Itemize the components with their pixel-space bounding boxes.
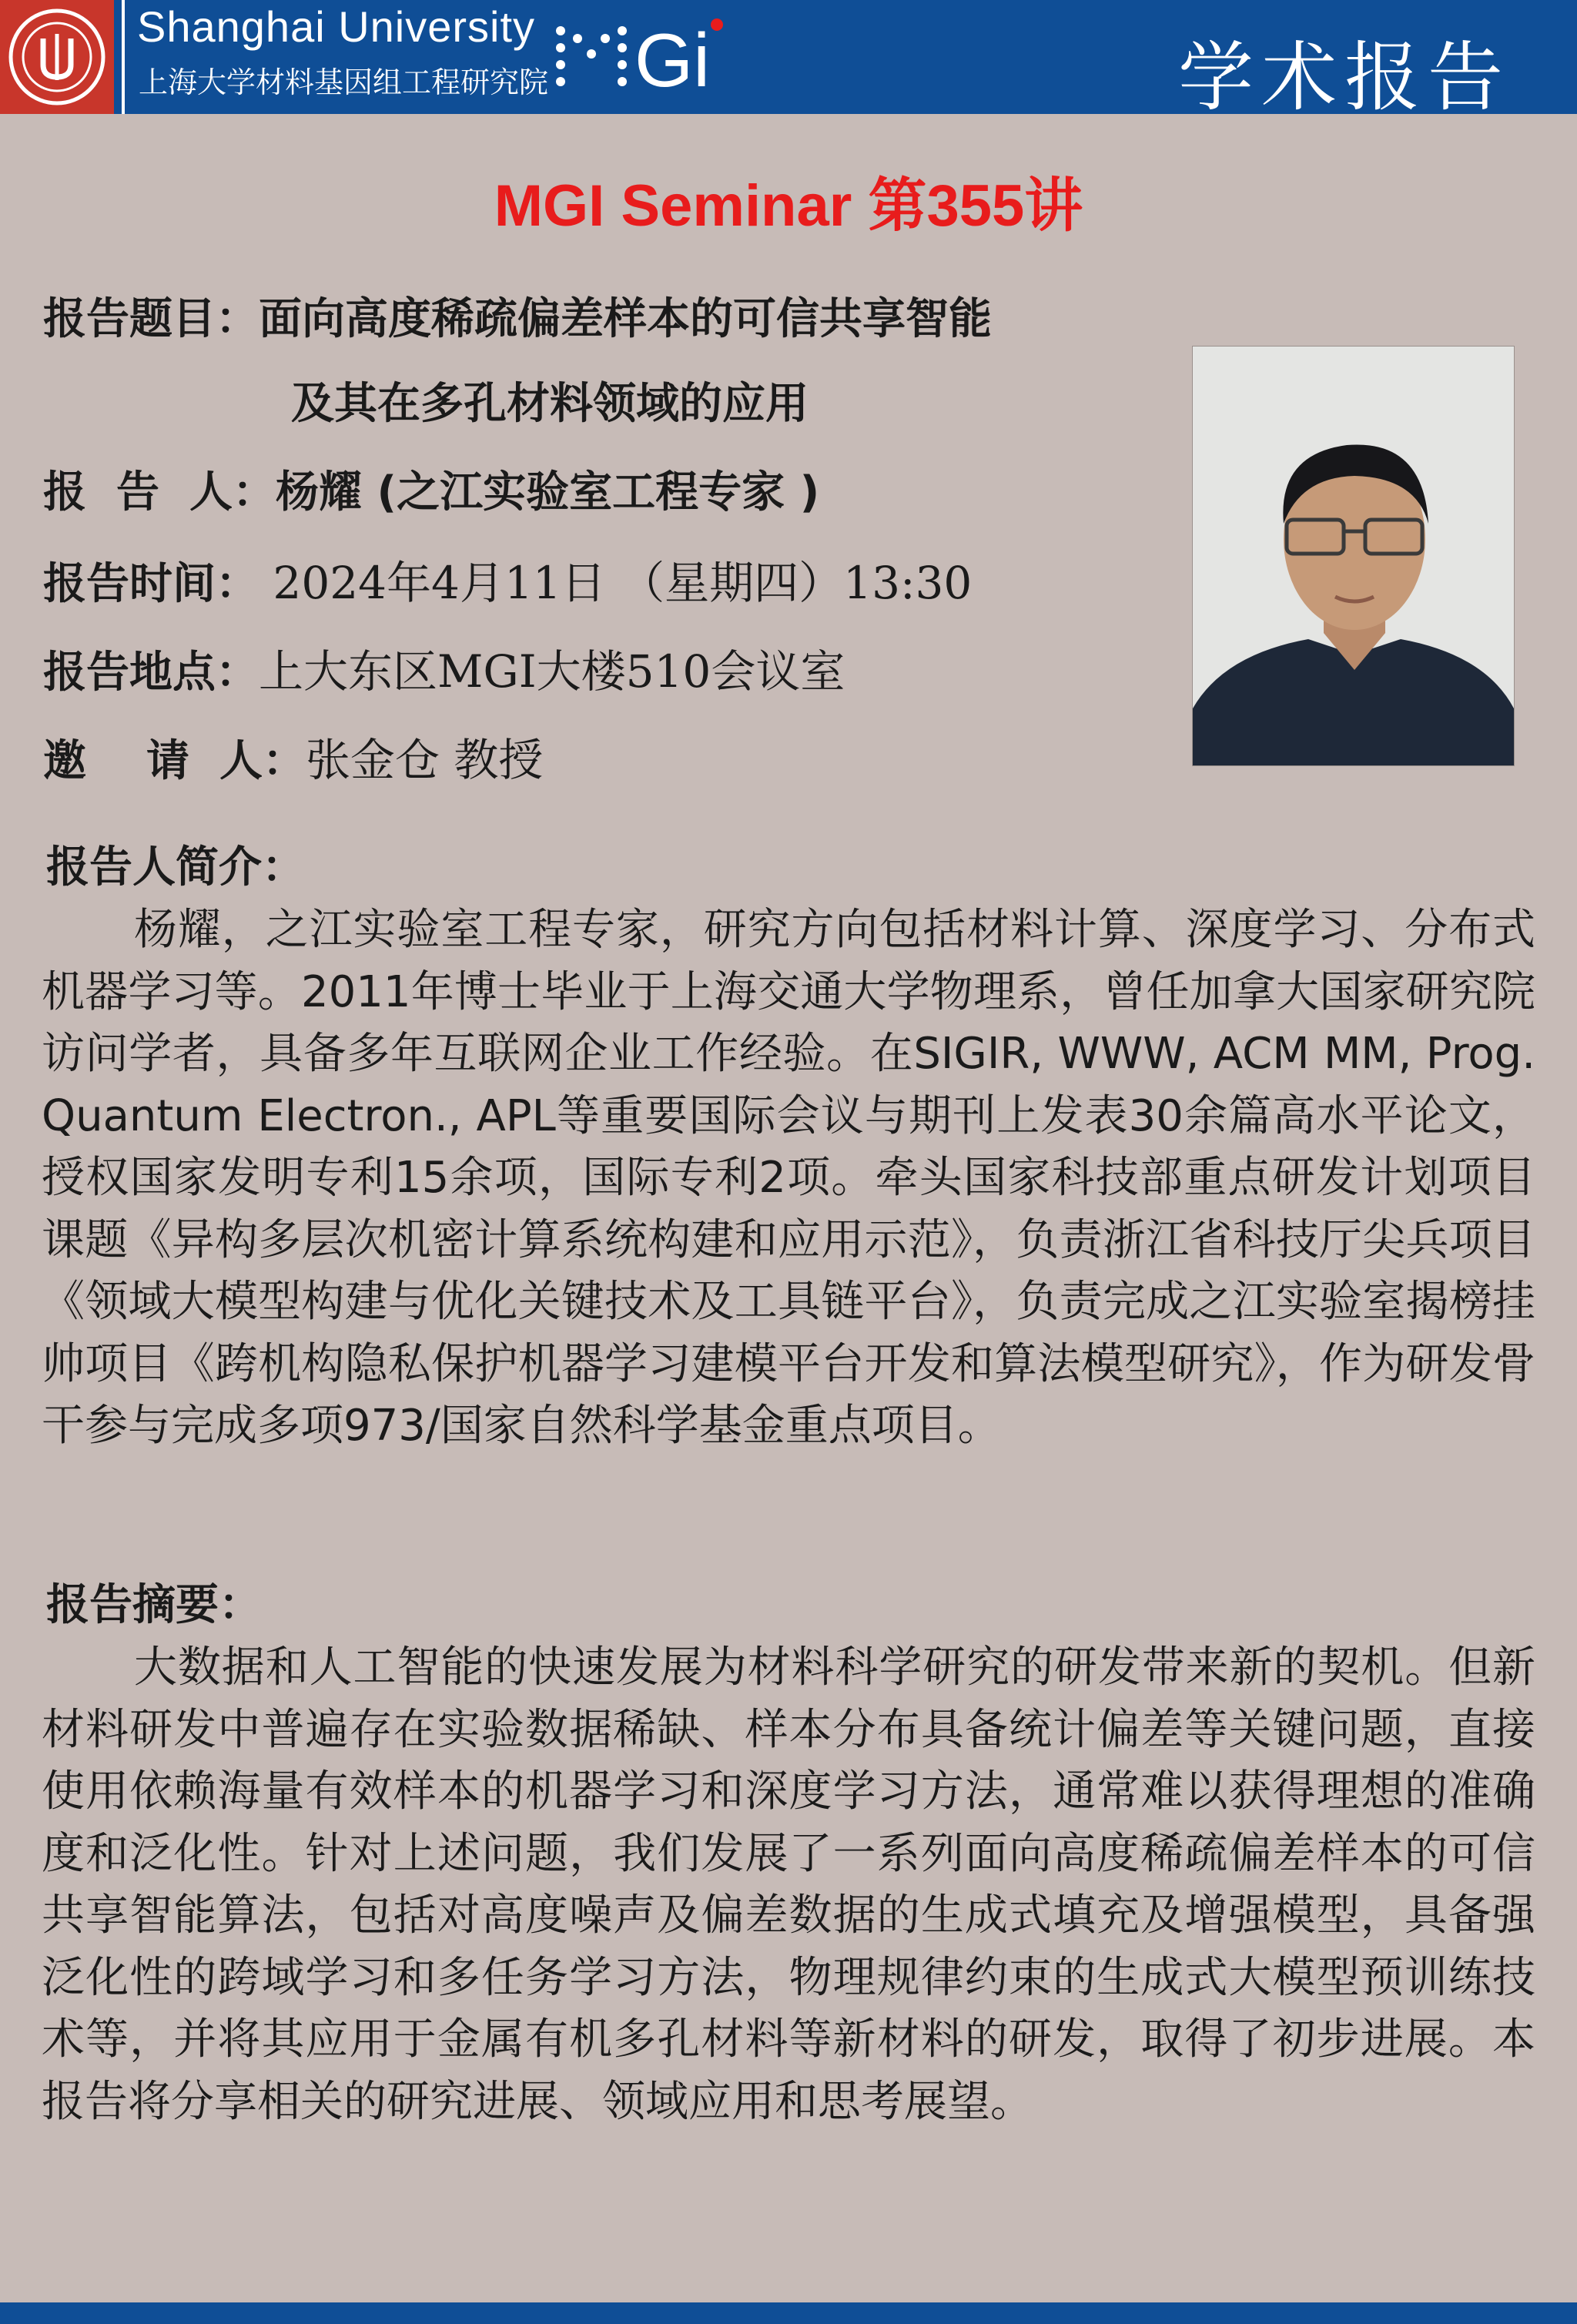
header-divider (122, 0, 125, 114)
mgi-logo-icon (551, 14, 736, 99)
place-value: 上大东区MGI大楼510会议室 (259, 645, 845, 698)
seminar-title: MGI Seminar 第355讲 (494, 173, 1083, 239)
speaker-portrait-icon (1193, 347, 1514, 765)
header-title: 学术报告 (1177, 34, 1511, 122)
university-name-cn: 上海大学材料基因组工程研究院 (139, 65, 549, 99)
inviter-value: 张金仓 教授 (305, 734, 544, 786)
topic-line1: 面向高度稀疏偏差样本的可信共享智能 (259, 294, 992, 344)
time-label: 报告时间： (43, 559, 259, 609)
svg-text:Gi: Gi (634, 18, 710, 99)
abstract-text: 大数据和人工智能的快速发展为材料科学研究的研发带来新的契机。但新材料研发中普遍存在实验数据稀缺、样本分布具备统计偏差等关键问题，直接使用依赖海量有效样本的机器学习和深度学习方法，通常难以获得理想的准确度和泛化性。针对上述问题，我们发展了一系列面向高度稀疏偏差样本的可信共享智能算法，包括对高度噪声及偏差数据的生成式填充及增强模型，具备强泛化性的跨域学习和多任务学习方法，物理规律约束的生成式大模型预训练技术等，并将其应用于金属有机多孔材料等新材料的研发，取得了初步进展。本报告将分享相关的研究进展、领域应用和思考展望。 (42, 1643, 1535, 2127)
topic-line2: 及其在多孔材料领域的应用 (291, 379, 809, 429)
time-value: 2024年4月11日 （星期四）13:30 (259, 557, 973, 609)
bio-heading: 报告人简介： (46, 842, 305, 892)
university-name-en: Shanghai University (137, 2, 536, 51)
speaker-value: 杨耀 (之江实验室工程专家 ) (275, 467, 820, 517)
speaker-row (43, 458, 819, 520)
time-row (43, 547, 972, 611)
place-row (43, 635, 845, 700)
footer-bar (0, 2302, 1577, 2324)
header-bar (0, 0, 1577, 122)
speaker-label: 报 告 人： (43, 467, 276, 517)
abstract-heading: 报告摘要： (46, 1580, 262, 1630)
topic-row (43, 285, 992, 347)
bio-text: 杨耀，之江实验室工程专家，研究方向包括材料计算、深度学习、分布式机器学习等。2011年博士毕业于上海交通大学物理系，曾任加拿大国家研究院访问学者，具备多年互联网企业工作经验。在SIGIR, WWW, ACM MM, Prog. Quantum Electron., APL等重要国际会议与期刊上发表30余篇高水平论文，授权国家发明专利15余项，国际专利2项。牵头国家科技部重点研发计划项目课题《异构多层次机密计算系统构建和应用示范》，负责浙江省科技厅尖兵项目《领域大模型构建与优化关键技术及工具链平台》，负责完成之江实验室揭榜挂帅项目《跨机构隐私保护机器学习建模平台开发和算法模型研究》，作为研发骨干参与完成多项973/国家自然科学基金重点项目。 (42, 905, 1535, 1451)
topic-label: 报告题目： (43, 294, 259, 344)
emblem-icon (0, 0, 114, 114)
speaker-photo (1193, 347, 1514, 765)
place-label: 报告地点： (43, 648, 259, 698)
university-emblem (0, 0, 114, 114)
inviter-row (43, 724, 543, 789)
inviter-label: 邀 请 人： (43, 736, 306, 786)
